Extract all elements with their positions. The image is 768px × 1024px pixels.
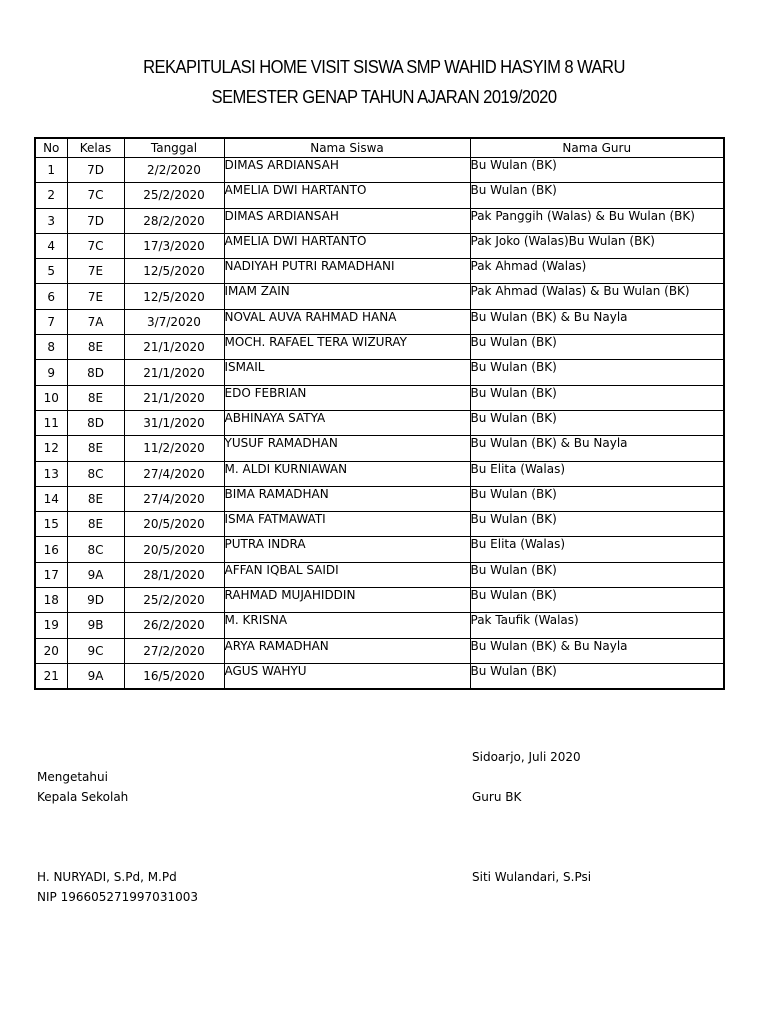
cell-no: 11 xyxy=(35,410,67,435)
table-row xyxy=(35,461,724,486)
cell-no: 2 xyxy=(35,183,67,208)
cell-no: 7 xyxy=(35,309,67,334)
cell-nama-siswa: M. ALDI KURNIAWAN xyxy=(224,461,470,486)
cell-nama-siswa: NADIYAH PUTRI RAMADHANI xyxy=(224,259,470,284)
table-row xyxy=(35,512,724,537)
cell-kelas: 9D xyxy=(67,588,124,613)
cell-kelas: 8D xyxy=(67,410,124,435)
cell-tanggal: 27/2/2020 xyxy=(124,638,224,663)
cell-nama-guru: Pak Ahmad (Walas) & Bu Wulan (BK) xyxy=(470,284,724,309)
cell-kelas: 7A xyxy=(67,309,124,334)
cell-kelas: 9A xyxy=(67,663,124,689)
cell-kelas: 9C xyxy=(67,638,124,663)
table-row xyxy=(35,486,724,511)
cell-tanggal: 28/2/2020 xyxy=(124,208,224,233)
cell-nama-siswa: DIMAS ARDIANSAH xyxy=(224,208,470,233)
cell-tanggal: 3/7/2020 xyxy=(124,309,224,334)
cell-nama-siswa: ABHINAYA SATYA xyxy=(224,410,470,435)
cell-nama-guru: Pak Ahmad (Walas) xyxy=(470,259,724,284)
cell-nama-siswa: RAHMAD MUJAHIDDIN xyxy=(224,588,470,613)
column-header-nama-siswa: Nama Siswa xyxy=(224,138,470,158)
cell-nama-siswa: ARYA RAMADHAN xyxy=(224,638,470,663)
cell-nama-guru: Pak Taufik (Walas) xyxy=(470,613,724,638)
table-row xyxy=(35,335,724,360)
cell-kelas: 7E xyxy=(67,284,124,309)
table-row xyxy=(35,259,724,284)
cell-kelas: 8C xyxy=(67,461,124,486)
cell-tanggal: 25/2/2020 xyxy=(124,183,224,208)
cell-kelas: 8E xyxy=(67,512,124,537)
column-header-kelas: Kelas xyxy=(67,138,124,158)
cell-nama-siswa: MOCH. RAFAEL TERA WIZURAY xyxy=(224,335,470,360)
cell-nama-guru: Bu Wulan (BK) xyxy=(470,158,724,183)
cell-no: 9 xyxy=(35,360,67,385)
cell-tanggal: 28/1/2020 xyxy=(124,562,224,587)
cell-nama-siswa: AFFAN IQBAL SAIDI xyxy=(224,562,470,587)
document-subtitle: SEMESTER GENAP TAHUN AJARAN 2019/2020 xyxy=(211,87,557,107)
column-header-tanggal: Tanggal xyxy=(124,138,224,158)
cell-tanggal: 21/1/2020 xyxy=(124,335,224,360)
table-row xyxy=(35,638,724,663)
cell-nama-siswa: NOVAL AUVA RAHMAD HANA xyxy=(224,309,470,334)
table-row xyxy=(35,436,724,461)
cell-tanggal: 17/3/2020 xyxy=(124,233,224,258)
table-header-row xyxy=(35,138,724,158)
cell-nama-siswa: AMELIA DWI HARTANTO xyxy=(224,183,470,208)
cell-no: 4 xyxy=(35,233,67,258)
cell-kelas: 7D xyxy=(67,158,124,183)
column-header-no: No xyxy=(35,138,67,158)
cell-no: 6 xyxy=(35,284,67,309)
cell-nama-guru: Pak Panggih (Walas) & Bu Wulan (BK) xyxy=(470,208,724,233)
cell-no: 8 xyxy=(35,335,67,360)
table-row xyxy=(35,410,724,435)
cell-no: 18 xyxy=(35,588,67,613)
cell-nama-guru: Bu Wulan (BK) xyxy=(470,562,724,587)
cell-no: 15 xyxy=(35,512,67,537)
cell-kelas: 7C xyxy=(67,183,124,208)
cell-nama-guru: Bu Wulan (BK) xyxy=(470,588,724,613)
document-title: REKAPITULASI HOME VISIT SISWA SMP WAHID HASYIM 8 WARU xyxy=(143,57,625,77)
cell-kelas: 7C xyxy=(67,233,124,258)
cell-tanggal: 31/1/2020 xyxy=(124,410,224,435)
principal-label: Kepala Sekolah xyxy=(37,790,129,804)
cell-nama-guru: Bu Wulan (BK) xyxy=(470,183,724,208)
cell-nama-guru: Bu Wulan (BK) xyxy=(470,335,724,360)
cell-tanggal: 21/1/2020 xyxy=(124,385,224,410)
cell-tanggal: 11/2/2020 xyxy=(124,436,224,461)
cell-no: 3 xyxy=(35,208,67,233)
cell-no: 10 xyxy=(35,385,67,410)
cell-kelas: 8E xyxy=(67,436,124,461)
cell-nama-siswa: ISMAIL xyxy=(224,360,470,385)
cell-tanggal: 26/2/2020 xyxy=(124,613,224,638)
cell-tanggal: 2/2/2020 xyxy=(124,158,224,183)
cell-nama-guru: Bu Wulan (BK) & Bu Nayla xyxy=(470,436,724,461)
table-row xyxy=(35,158,724,183)
cell-tanggal: 16/5/2020 xyxy=(124,663,224,689)
column-header-nama-guru: Nama Guru xyxy=(470,138,724,158)
cell-tanggal: 21/1/2020 xyxy=(124,360,224,385)
cell-nama-siswa: ISMA FATMAWATI xyxy=(224,512,470,537)
cell-nama-guru: Bu Wulan (BK) xyxy=(470,410,724,435)
cell-nama-siswa: DIMAS ARDIANSAH xyxy=(224,158,470,183)
table-row xyxy=(35,537,724,562)
cell-no: 17 xyxy=(35,562,67,587)
cell-kelas: 7E xyxy=(67,259,124,284)
principal-nip: NIP 196605271997031003 xyxy=(37,890,198,904)
cell-nama-guru: Pak Joko (Walas)Bu Wulan (BK) xyxy=(470,233,724,258)
cell-kelas: 8E xyxy=(67,385,124,410)
home-visit-table xyxy=(34,137,725,690)
cell-no: 19 xyxy=(35,613,67,638)
table-row xyxy=(35,183,724,208)
cell-nama-guru: Bu Elita (Walas) xyxy=(470,537,724,562)
principal-name: H. NURYADI, S.Pd, M.Pd xyxy=(37,870,177,884)
cell-tanggal: 12/5/2020 xyxy=(124,259,224,284)
cell-nama-guru: Bu Wulan (BK) xyxy=(470,663,724,689)
cell-kelas: 7D xyxy=(67,208,124,233)
cell-no: 1 xyxy=(35,158,67,183)
table-row xyxy=(35,562,724,587)
counselor-name: Siti Wulandari, S.Psi xyxy=(472,870,592,884)
cell-nama-guru: Bu Wulan (BK) & Bu Nayla xyxy=(470,309,724,334)
cell-tanggal: 12/5/2020 xyxy=(124,284,224,309)
acknowledge-label: Mengetahui xyxy=(37,770,108,784)
cell-nama-siswa: PUTRA INDRA xyxy=(224,537,470,562)
cell-kelas: 8C xyxy=(67,537,124,562)
table-row xyxy=(35,233,724,258)
cell-nama-guru: Bu Wulan (BK) xyxy=(470,512,724,537)
cell-nama-siswa: BIMA RAMADHAN xyxy=(224,486,470,511)
cell-no: 5 xyxy=(35,259,67,284)
cell-tanggal: 27/4/2020 xyxy=(124,486,224,511)
cell-kelas: 8E xyxy=(67,486,124,511)
place-date: Sidoarjo, Juli 2020 xyxy=(472,750,581,764)
cell-nama-siswa: IMAM ZAIN xyxy=(224,284,470,309)
cell-no: 13 xyxy=(35,461,67,486)
table-row xyxy=(35,284,724,309)
cell-nama-guru: Bu Wulan (BK) xyxy=(470,385,724,410)
cell-nama-siswa: YUSUF RAMADHAN xyxy=(224,436,470,461)
cell-tanggal: 27/4/2020 xyxy=(124,461,224,486)
cell-nama-guru: Bu Wulan (BK) xyxy=(470,486,724,511)
cell-tanggal: 25/2/2020 xyxy=(124,588,224,613)
table-row xyxy=(35,309,724,334)
table-row xyxy=(35,663,724,689)
cell-nama-guru: Bu Wulan (BK) & Bu Nayla xyxy=(470,638,724,663)
cell-no: 16 xyxy=(35,537,67,562)
cell-kelas: 8E xyxy=(67,335,124,360)
table-row xyxy=(35,360,724,385)
cell-kelas: 9A xyxy=(67,562,124,587)
cell-tanggal: 20/5/2020 xyxy=(124,512,224,537)
cell-nama-siswa: M. KRISNA xyxy=(224,613,470,638)
table-row xyxy=(35,588,724,613)
cell-nama-guru: Bu Wulan (BK) xyxy=(470,360,724,385)
table-row xyxy=(35,613,724,638)
table-row xyxy=(35,385,724,410)
cell-no: 20 xyxy=(35,638,67,663)
cell-nama-siswa: AMELIA DWI HARTANTO xyxy=(224,233,470,258)
cell-no: 12 xyxy=(35,436,67,461)
cell-kelas: 9B xyxy=(67,613,124,638)
cell-nama-guru: Bu Elita (Walas) xyxy=(470,461,724,486)
table-row xyxy=(35,208,724,233)
cell-no: 21 xyxy=(35,663,67,689)
counselor-label: Guru BK xyxy=(472,790,522,804)
cell-kelas: 8D xyxy=(67,360,124,385)
cell-nama-siswa: AGUS WAHYU xyxy=(224,663,470,689)
cell-no: 14 xyxy=(35,486,67,511)
cell-nama-siswa: EDO FEBRIAN xyxy=(224,385,470,410)
cell-tanggal: 20/5/2020 xyxy=(124,537,224,562)
